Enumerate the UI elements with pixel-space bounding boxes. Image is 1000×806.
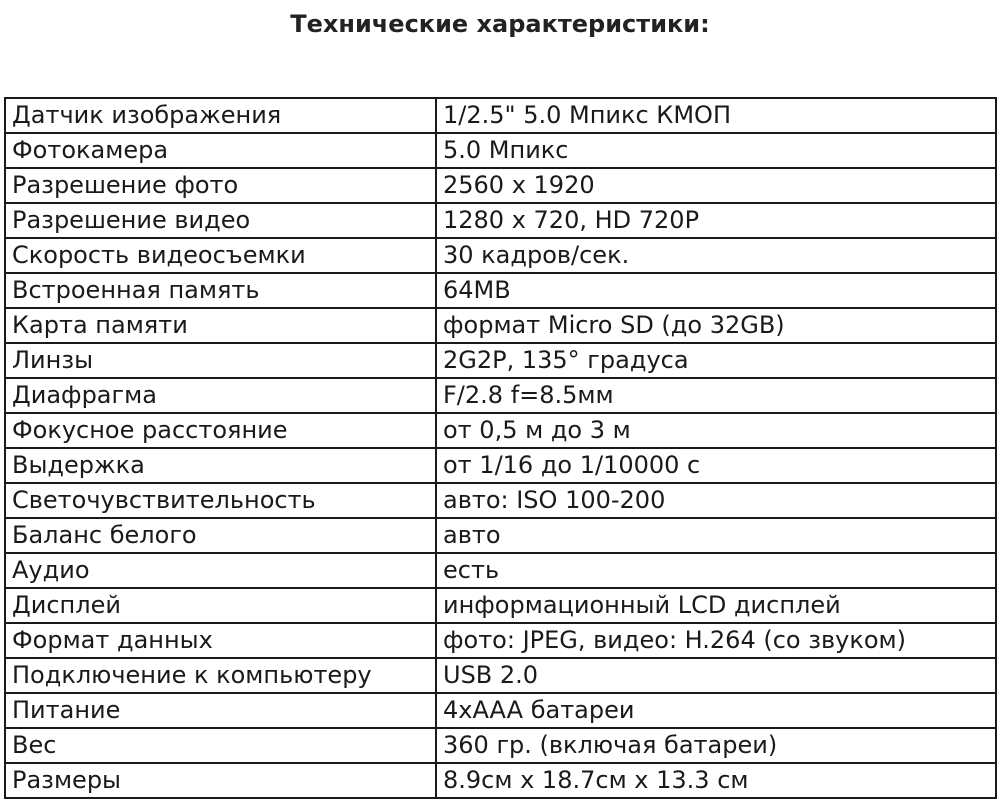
spec-value: 2560 x 1920 — [436, 168, 996, 203]
table-row — [5, 168, 996, 203]
spec-value: USB 2.0 — [436, 658, 996, 693]
spec-label: Фокусное расстояние — [5, 413, 436, 448]
spec-label: Выдержка — [5, 448, 436, 483]
spec-label: Баланс белого — [5, 518, 436, 553]
page-title: Технические характеристики: — [290, 10, 710, 38]
spec-value: 1/2.5" 5.0 Мпикс КМОП — [436, 98, 996, 133]
table-row — [5, 483, 996, 518]
spec-value: авто — [436, 518, 996, 553]
spec-value: информационный LCD дисплей — [436, 588, 996, 623]
spec-value: от 0,5 м до 3 м — [436, 413, 996, 448]
table-row — [5, 763, 996, 798]
table-row — [5, 98, 996, 133]
spec-label: Диафрагма — [5, 378, 436, 413]
spec-value: 8.9см x 18.7см x 13.3 см — [436, 763, 996, 798]
spec-label: Дисплей — [5, 588, 436, 623]
table-row — [5, 133, 996, 168]
spec-label: Подключение к компьютеру — [5, 658, 436, 693]
table-row — [5, 203, 996, 238]
spec-value: F/2.8 f=8.5мм — [436, 378, 996, 413]
spec-value: 2G2P, 135° градуса — [436, 343, 996, 378]
spec-label: Разрешение фото — [5, 168, 436, 203]
table-row — [5, 518, 996, 553]
table-row — [5, 553, 996, 588]
spec-label: Разрешение видео — [5, 203, 436, 238]
spec-value: 5.0 Мпикс — [436, 133, 996, 168]
table-row — [5, 623, 996, 658]
spec-value: 30 кадров/сек. — [436, 238, 996, 273]
spec-label: Линзы — [5, 343, 436, 378]
spec-value: 64MB — [436, 273, 996, 308]
spec-label: Формат данных — [5, 623, 436, 658]
spec-table — [4, 97, 997, 799]
spec-label: Светочувствительность — [5, 483, 436, 518]
table-row — [5, 658, 996, 693]
spec-value: авто: ISO 100-200 — [436, 483, 996, 518]
table-row — [5, 378, 996, 413]
spec-value: формат Micro SD (до 32GB) — [436, 308, 996, 343]
spec-value: 1280 x 720, HD 720P — [436, 203, 996, 238]
spec-label: Вес — [5, 728, 436, 763]
spec-value: от 1/16 до 1/10000 с — [436, 448, 996, 483]
spec-value: 4xAAA батареи — [436, 693, 996, 728]
table-row — [5, 728, 996, 763]
spec-label: Встроенная память — [5, 273, 436, 308]
table-row — [5, 273, 996, 308]
table-row — [5, 693, 996, 728]
table-row — [5, 413, 996, 448]
spec-value: 360 гр. (включая батареи) — [436, 728, 996, 763]
table-row — [5, 448, 996, 483]
table-row — [5, 308, 996, 343]
spec-label: Датчик изображения — [5, 98, 436, 133]
table-row — [5, 343, 996, 378]
spec-label: Скорость видеосъемки — [5, 238, 436, 273]
spec-label: Карта памяти — [5, 308, 436, 343]
spec-label: Аудио — [5, 553, 436, 588]
table-row — [5, 588, 996, 623]
spec-label: Питание — [5, 693, 436, 728]
spec-table-body — [5, 98, 996, 798]
spec-label: Фотокамера — [5, 133, 436, 168]
spec-label: Размеры — [5, 763, 436, 798]
spec-value: фото: JPEG, видео: H.264 (со звуком) — [436, 623, 996, 658]
spec-value: есть — [436, 553, 996, 588]
table-row — [5, 238, 996, 273]
